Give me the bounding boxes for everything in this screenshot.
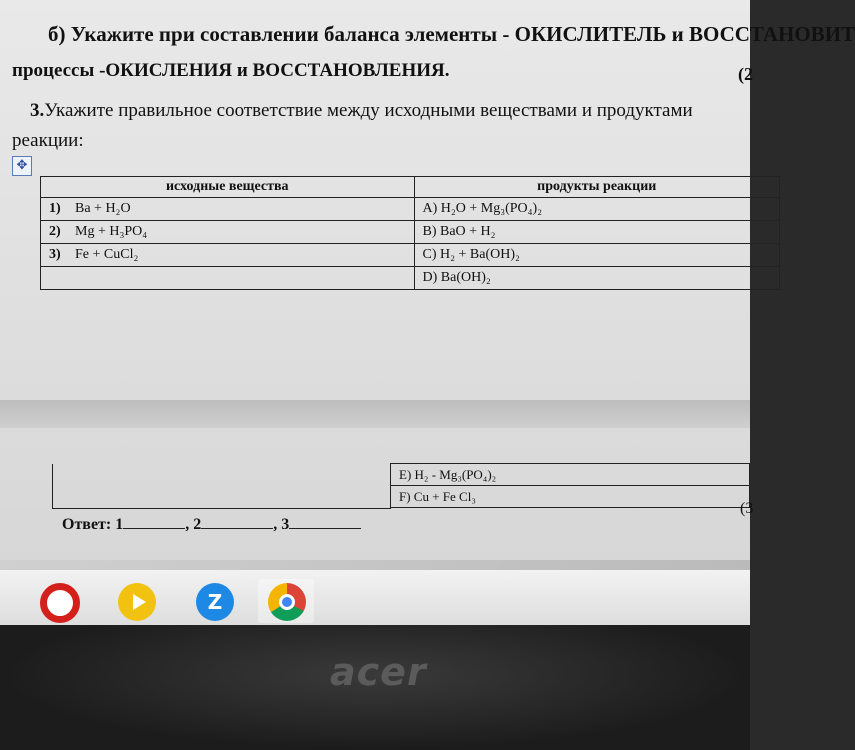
table-header-row <box>41 177 780 198</box>
product-cell: В) BaO + H₂ <box>414 221 780 244</box>
reactant-cell <box>41 198 415 221</box>
table-row <box>41 221 780 244</box>
reactant-formula: Ba + H₂O <box>75 201 131 216</box>
reactant-cell-empty <box>41 267 415 290</box>
answer-label: Ответ: 1 <box>62 516 124 533</box>
question-text: Укажите правильное соответствие между исходными веществами и продуктами <box>44 100 693 121</box>
task-b-line <box>48 22 855 47</box>
reactant-number: 2) <box>49 224 61 239</box>
answer-sep-3: , 3 <box>273 516 290 533</box>
product-cell: D) Ba(OH)₂ <box>414 267 780 290</box>
video-player-icon[interactable] <box>118 583 156 621</box>
task-b-points: (2 <box>738 64 753 84</box>
header-reactants: исходные вещества <box>41 177 415 198</box>
product-cell: А) H₂O + Mg₃(PO₄)₂ <box>414 198 780 221</box>
answer-sep-2: , 2 <box>185 516 202 533</box>
question-3-title <box>30 100 693 122</box>
answer-blank-1[interactable] <box>123 514 185 529</box>
chrome-icon[interactable] <box>268 583 306 621</box>
reactant-cell <box>41 244 415 267</box>
table-row <box>391 486 750 508</box>
product-cell: F) Cu + Fe Cl₃ <box>391 486 750 508</box>
task-b-line2: процессы -ОКИСЛЕНИЯ и ВОССТАНОВЛЕНИЯ. <box>12 60 450 81</box>
table-row <box>391 464 750 486</box>
reactant-number: 1) <box>49 201 61 216</box>
question-3-title-cont: реакции: <box>12 130 84 151</box>
reactant-formula: Mg + H₃PO₄ <box>75 224 148 239</box>
brand-logo: acer <box>330 650 427 694</box>
matching-table-continuation <box>390 463 750 508</box>
taskbar <box>0 570 750 625</box>
reactant-formula: Fe + CuCl₂ <box>75 247 139 262</box>
answer-line <box>62 514 361 534</box>
question-number: 3. <box>30 100 45 121</box>
table-continuation-left <box>52 464 391 509</box>
page-break-band <box>0 400 750 428</box>
z-app-icon[interactable]: Z <box>196 583 234 621</box>
reactant-cell <box>41 221 415 244</box>
table-row <box>41 198 780 221</box>
move-icon[interactable]: ✥ <box>12 156 32 176</box>
table-row <box>41 267 780 290</box>
header-products: продукты реакции <box>414 177 780 198</box>
points-label: (3 <box>740 500 754 517</box>
reactant-number: 3) <box>49 247 61 262</box>
answer-blank-2[interactable] <box>201 514 273 529</box>
product-cell: С) H₂ + Ba(OH)₂ <box>414 244 780 267</box>
opera-icon[interactable] <box>40 583 80 623</box>
task-b-bold: ОКИСЛИТЕЛЬ и ВОССТАНОВИТ <box>514 22 855 46</box>
product-cell: E) H₂ - Mg₃(PO₄)₂ <box>391 464 750 486</box>
task-b-prefix: б) Укажите при составлении баланса элементы - <box>48 22 515 46</box>
table-row <box>41 244 780 267</box>
matching-table <box>40 176 780 290</box>
answer-blank-3[interactable] <box>289 514 361 529</box>
